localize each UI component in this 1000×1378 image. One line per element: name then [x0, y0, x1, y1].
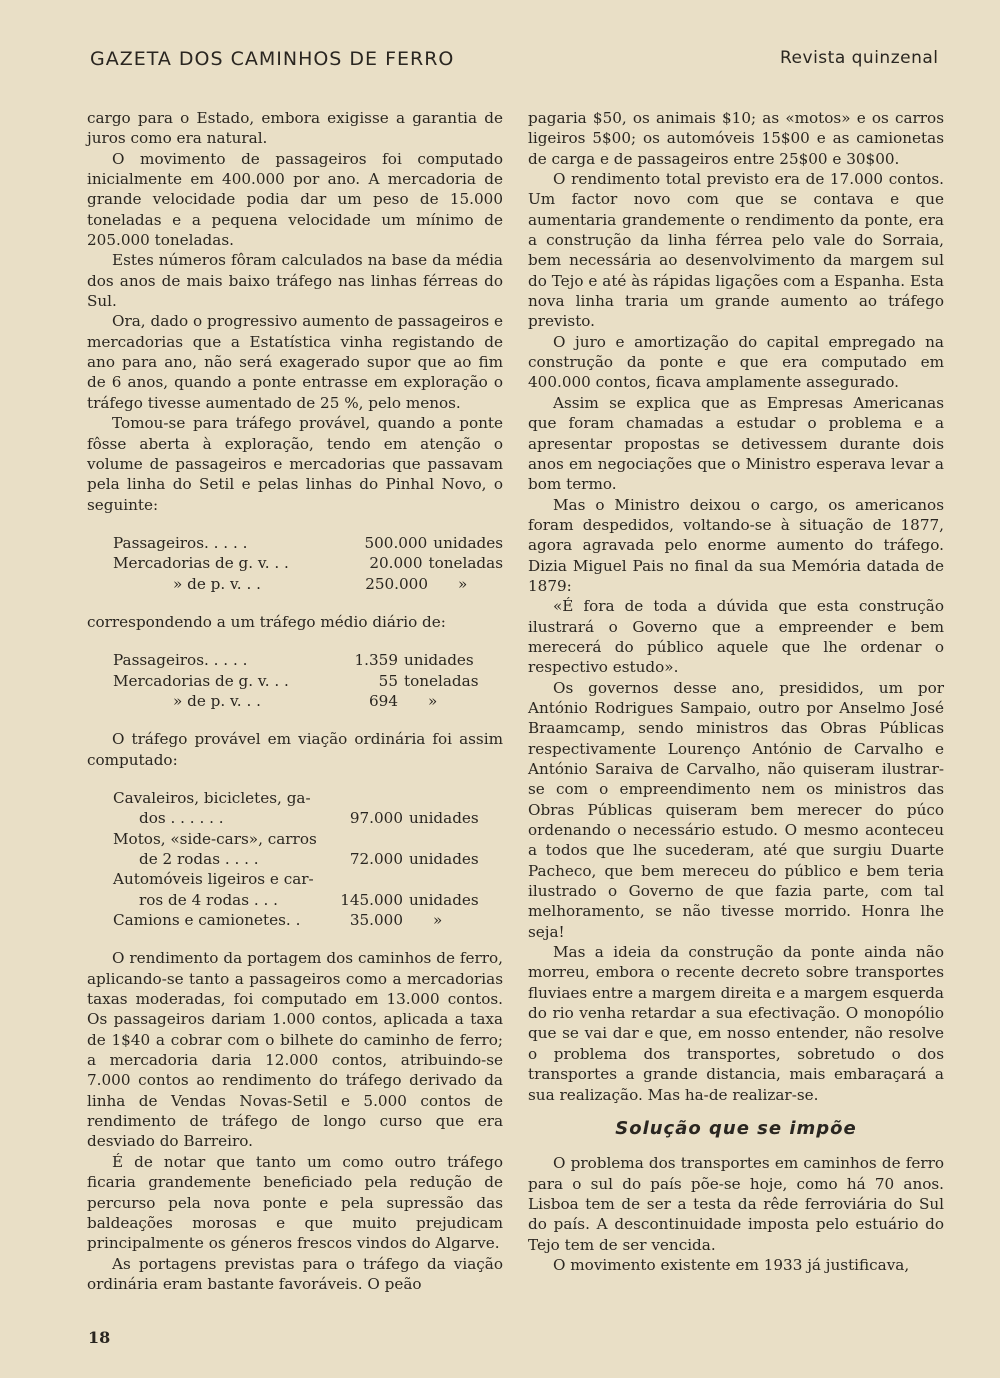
paragraph: pagaria $50, os animais $10; as «motos» e os carros ligeiros 5$00; os automóveis 15$00 e as camionetas de carga e de passageiros entre 25$00 e 30$00.	[528, 109, 944, 168]
paragraph: Estes números fôram calculados na base da média dos anos de mais baixo tráfego nas linhas férreas do Sul.	[87, 251, 503, 311]
section-heading: Solução que se impõe	[615, 1117, 857, 1139]
row-unit: unidades	[409, 809, 479, 828]
row-label: » de p. v. . .	[173, 691, 261, 710]
right-column	[528, 108, 944, 1275]
table-row	[113, 869, 503, 889]
paragraph: O movimento de passageiros foi computado inicialmente em 400.000 por ano. A mercadoria de grande velocidade podia dar um peso de 15.000 toneladas e a pequena velocidade um mínimo de 205.000 toneladas.	[87, 149, 503, 250]
row-unit: toneladas	[404, 671, 479, 690]
road-traffic-table	[113, 788, 503, 930]
row-label: de 2 rodas . . . .	[139, 850, 259, 868]
row-value: 55	[378, 671, 398, 690]
paragraph: É de notar que tanto um como outro tráfego ficaria grandemente beneficiado pela redução de percurso pela nova ponte e pela supressão das baldeações morosas e que muito prejudicam principalmente os géneros frescos vindos do Algarve.	[87, 1152, 503, 1253]
row-value: 694	[369, 691, 398, 710]
row-unit: unidades	[404, 651, 474, 670]
row-unit: unidades	[433, 533, 503, 552]
paragraph: Tomou-se para tráfego provável, quando a ponte fôsse aberta à exploração, tendo em atenção o volume de passageiros e mercadorias que passavam pela linha do Setil e pelas linhas do Pinhal Novo, o seguinte:	[87, 414, 503, 514]
row-value: 35.000	[349, 911, 403, 930]
paragraph: Mas a ideia da construção da ponte ainda não morreu, embora o recente decreto sobre transportes fluviaes entre a margem direita e a margem esquerda do rio venha retardar a sua efectivação. O monopólio que se vai dar e que, em nosso entender, não resolve o problema dos transportes, sobretudo o dos transportes a grande distancia, mais embaraçará a sua realização. Mas ha-de realizar-se.	[528, 943, 944, 1104]
daily-traffic-table	[113, 650, 503, 711]
paragraph: O movimento existente em 1933 já justificava,	[553, 1255, 910, 1274]
paragraph: O juro e amortização do capital empregado na construção da ponte e que era computado em 400.000 contos, ficava amplamente assegurado.	[528, 332, 944, 392]
paragraph: correspondendo a um tráfego médio diário de:	[87, 612, 446, 631]
page-number: 18	[88, 1328, 111, 1347]
paragraph: O tráfego provável em viação ordinária foi assim computado:	[87, 730, 503, 769]
quotation: «É fora de toda a dúvida que esta construção ilustrará o Governo que a empreender e bem merecerá do público aquele que lhe ordenar o respectivo estudo».	[528, 597, 944, 677]
row-label: » de p. v. . .	[173, 574, 261, 593]
row-unit: »	[458, 574, 468, 593]
row-label: Passageiros. . . . .	[113, 533, 248, 552]
row-label: Motos, «side-cars», carros	[113, 829, 317, 848]
paragraph: O rendimento da portagem dos caminhos de ferro, aplicando-se tanto a passageiros como a mercadorias taxas moderadas, foi computado em 13.000 contos. Os passageiros dariam 1.000 contos, aplicada a taxa de 1$40 a cobrar com o bilhete do caminho de ferro; a mercadoria daria 12.000 contos, atribuindo-se 7.000 contos ao rendimento do tráfego derivado da linha de Vendas Novas-Setil e 5.000 contos de rendimento de tráfego de longo curso que era desviado do Barreiro.	[87, 949, 503, 1151]
paragraph: cargo para o Estado, embora exigisse a garantia de juros como era natural.	[87, 109, 503, 148]
row-value: 20.000	[369, 554, 423, 573]
paragraph: O problema dos transportes em caminhos de ferro para o sul do país põe-se hoje, como há 70 anos. Lisboa tem de ser a testa da rêde ferroviária do Sul do país. A descontinuidade imposta pelo estuário do Tejo tem de ser vencida.	[528, 1154, 944, 1254]
left-column	[87, 108, 503, 1294]
row-value: 145.000	[340, 890, 403, 909]
journal-title: GAZETA DOS CAMINHOS DE FERRO	[90, 48, 455, 70]
row-unit: »	[433, 911, 443, 930]
row-unit: unidades	[409, 850, 479, 868]
paragraph: Mas o Ministro deixou o cargo, os americanos foram despedidos, voltando-se à situação de 1877, agora agravada pelo enorme aumento do tráfego. Dizia Miguel Pais no final da sua Memória datada de 1879:	[528, 495, 944, 595]
row-label: Automóveis ligeiros e car-	[113, 870, 314, 889]
row-unit: »	[428, 691, 438, 710]
row-label: ros de 4 rodas . . .	[139, 890, 278, 909]
row-label: Passageiros. . . . .	[113, 651, 248, 670]
paragraph: Assim se explica que as Empresas Americanas que foram chamadas a estudar o problema e a apresentar propostas se detivessem durante dois anos em negociações que o Ministro esperava levar a bom termo.	[528, 393, 944, 494]
row-label: Mercadorias de g. v. . .	[113, 554, 289, 573]
paragraph: As portagens previstas para o tráfego da viação ordinária eram bastante favoráveis. O peão	[87, 1254, 503, 1293]
row-value: 97.000	[349, 809, 403, 828]
row-value: 72.000	[349, 850, 403, 868]
paragraph: Ora, dado o progressivo aumento de passageiros e mercadorias que a Estatística vinha registando de ano para ano, não será exagerado supor que ao fim de 6 anos, quando a ponte entrasse em exploração o tráfego tivesse aumentado de 25 %, pelo menos.	[87, 312, 503, 412]
row-label: Cavaleiros, bicicletes, ga-	[113, 788, 311, 807]
journal-subtitle: Revista quinzenal	[780, 48, 939, 68]
table-row	[113, 829, 503, 849]
table-row	[113, 910, 503, 930]
table-row	[113, 574, 503, 594]
table-row	[113, 533, 503, 553]
table-row	[113, 553, 503, 573]
row-value: 1.359	[354, 651, 398, 670]
row-unit: toneladas	[428, 554, 503, 573]
table-row	[113, 650, 503, 670]
table-row	[113, 849, 503, 869]
row-unit: unidades	[409, 890, 479, 909]
row-label: Mercadorias de g. v. . .	[113, 671, 289, 690]
row-label: Camions e camionetes. .	[113, 911, 301, 930]
table-row	[113, 788, 503, 808]
row-label: dos . . . . . .	[139, 809, 224, 828]
table-row	[113, 671, 503, 691]
row-value: 250.000	[365, 574, 428, 593]
table-row	[113, 808, 503, 828]
row-value: 500.000	[364, 533, 428, 552]
paragraph: O rendimento total previsto era de 17.000 contos. Um factor novo com que se contava e que aumentaria grandemente o rendimento da ponte, era a construção da linha férrea pelo vale do Sorraia, bem necessária ao desenvolvimento da margem sul do Tejo e até às rápidas ligações com a Espanha. Esta nova linha traria um grande aumento ao tráfego previsto.	[528, 170, 944, 331]
table-row	[113, 691, 503, 711]
table-row	[113, 890, 503, 910]
traffic-table	[113, 533, 503, 594]
paragraph: Os governos desse ano, presididos, um por António Rodrigues Sampaio, outro por Anselmo José Braamcamp, sendo ministros das Obras Públicas respectivamente Lourenço António de Carvalho e António Saraiva de Carvalho, não quiseram ilustrar-se com o empreendimento nem os ministros das Obras Públicas quiseram bem merecer do púco ordenando o necessário estudo. O mesmo aconteceu a todos que lhe sucederam, até que surgiu Duarte Pacheco, que bem mereceu do público e bem teria ilustrado o Governo de que fazia parte, com tal melhoramento, se não tivesse morrido. Honra lhe seja!	[528, 678, 944, 941]
